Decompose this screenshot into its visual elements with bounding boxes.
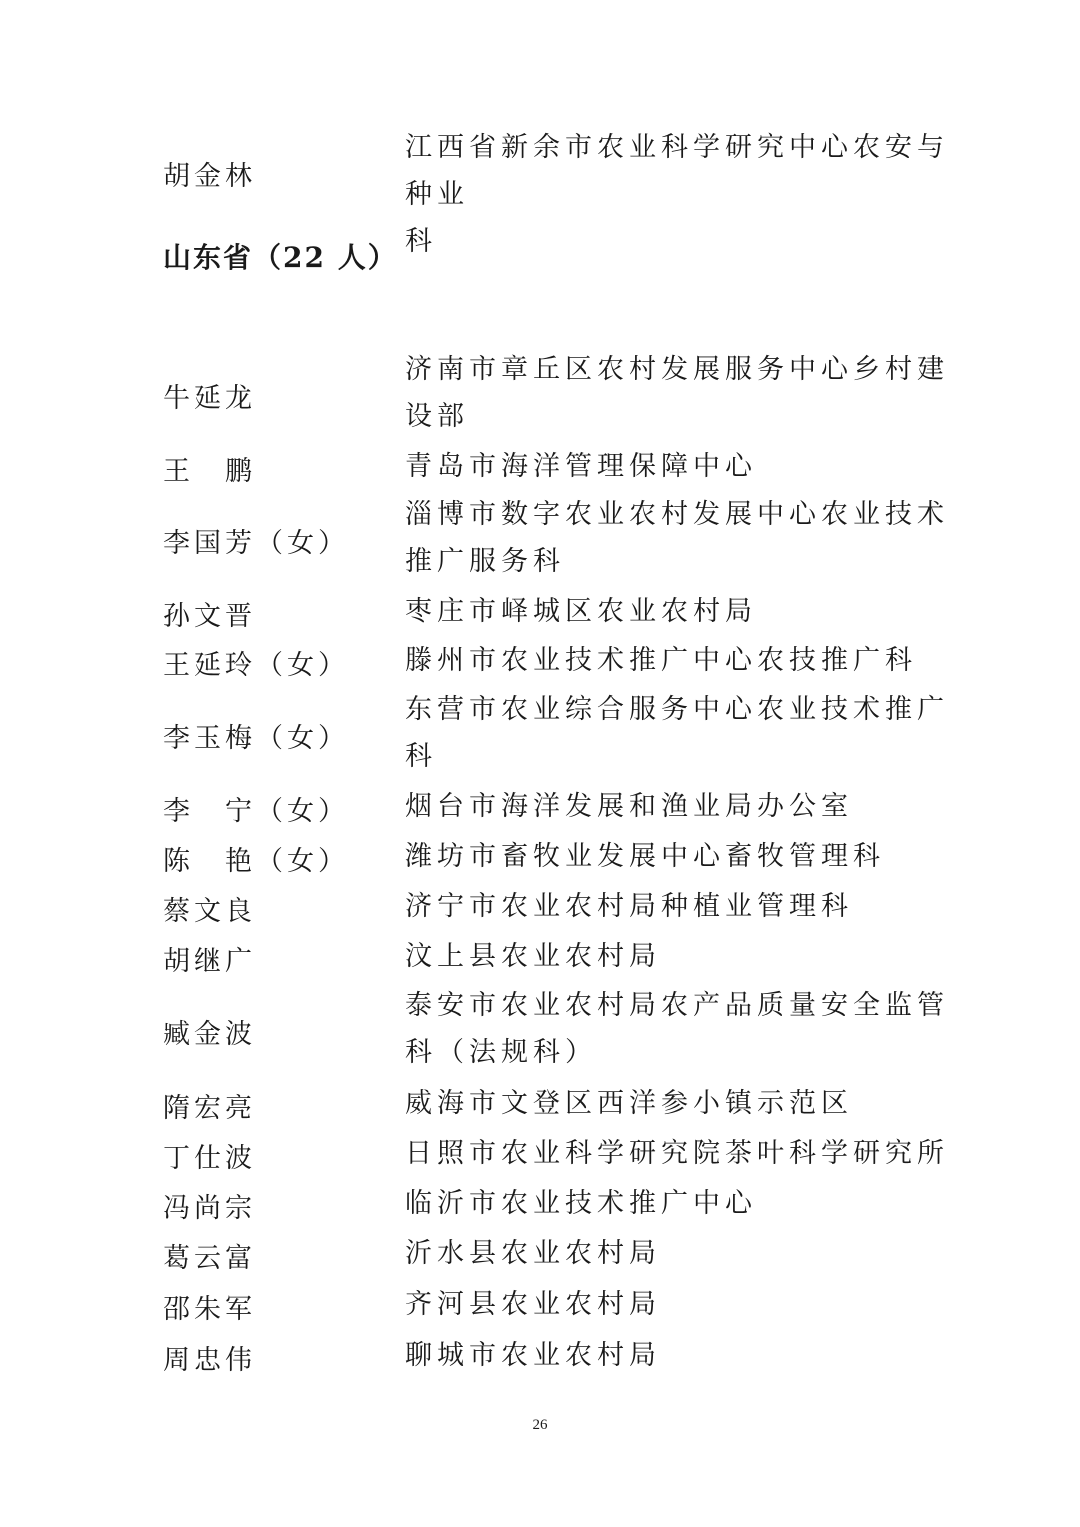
- person-name: 牛延龙: [163, 383, 256, 414]
- person-name: 臧金波: [163, 1019, 256, 1050]
- work-unit: [405, 883, 975, 930]
- person-name: 胡继广: [163, 946, 256, 977]
- work-unit: [405, 346, 975, 440]
- work-unit-line: 科（法规科）: [405, 1037, 597, 1068]
- work-unit: [405, 833, 975, 880]
- person-name: 李 宁（女）: [163, 796, 349, 827]
- work-unit-line: 汶上县农业农村局: [405, 941, 661, 972]
- work-unit-line: 聊城市农业农村局: [405, 1340, 661, 1371]
- work-unit: [405, 982, 975, 1076]
- work-unit: [405, 491, 975, 585]
- work-unit-line: 日照市农业科学研究院茶叶科学研究所: [405, 1138, 949, 1169]
- person-name: 胡金林: [163, 161, 256, 192]
- person-name: 李国芳（女）: [163, 528, 349, 559]
- work-unit: [405, 783, 975, 830]
- work-unit-line: 烟台市海洋发展和渔业局办公室: [405, 791, 853, 822]
- work-unit: [405, 1180, 975, 1227]
- person-name: 丁仕波: [163, 1143, 256, 1174]
- person-name: 隋宏亮: [163, 1093, 256, 1124]
- work-unit-line: 东营市农业综合服务中心农业技术推广: [405, 694, 949, 725]
- work-unit: [405, 637, 975, 684]
- person-name: 孙文晋: [163, 601, 256, 632]
- work-unit: [405, 1080, 975, 1127]
- person-name: 陈 艳（女）: [163, 846, 349, 877]
- work-unit-line: 科: [405, 226, 437, 257]
- work-unit-line: 临沂市农业技术推广中心: [405, 1188, 757, 1219]
- work-unit: [405, 1230, 975, 1277]
- work-unit-line: 济南市章丘区农村发展服务中心乡村建: [405, 354, 949, 385]
- work-unit-line: 济宁市农业农村局种植业管理科: [405, 891, 853, 922]
- work-unit-line: 江西省新余市农业科学研究中心农安与种业: [405, 132, 949, 210]
- person-name: 周忠伟: [163, 1345, 256, 1376]
- work-unit-line: 科: [405, 741, 437, 772]
- person-name: 王 鹏: [163, 456, 256, 487]
- work-unit-line: 潍坊市畜牧业发展中心畜牧管理科: [405, 841, 885, 872]
- work-unit: [405, 686, 975, 780]
- person-name: 邵朱军: [163, 1294, 256, 1325]
- work-unit-line: 滕州市农业技术推广中心农技推广科: [405, 645, 917, 676]
- work-unit: [405, 124, 975, 265]
- person-name: 李玉梅（女）: [163, 723, 349, 754]
- page-number: 26: [532, 1417, 548, 1433]
- work-unit-line: 青岛市海洋管理保障中心: [405, 451, 757, 482]
- person-name: 蔡文良: [163, 896, 256, 927]
- work-unit: [405, 443, 975, 490]
- person-name: 葛云富: [163, 1243, 256, 1274]
- work-unit-line: 威海市文登区西洋参小镇示范区: [405, 1088, 853, 1119]
- work-unit-line: 设部: [405, 401, 469, 432]
- work-unit: [405, 1130, 975, 1177]
- work-unit-line: 淄博市数字农业农村发展中心农业技术: [405, 499, 949, 530]
- work-unit-line: 齐河县农业农村局: [405, 1289, 661, 1320]
- work-unit: [405, 1332, 975, 1379]
- work-unit-line: 推广服务科: [405, 546, 565, 577]
- person-name: 冯尚宗: [163, 1193, 256, 1224]
- work-unit: [405, 588, 975, 635]
- section-heading: 山东省（22 人）: [163, 241, 398, 274]
- work-unit-line: 沂水县农业农村局: [405, 1238, 661, 1269]
- work-unit-line: 枣庄市峄城区农业农村局: [405, 596, 757, 627]
- work-unit: [405, 1281, 975, 1328]
- person-name: 王延玲（女）: [163, 650, 349, 681]
- work-unit: [405, 933, 975, 980]
- work-unit-line: 泰安市农业农村局农产品质量安全监管: [405, 990, 949, 1021]
